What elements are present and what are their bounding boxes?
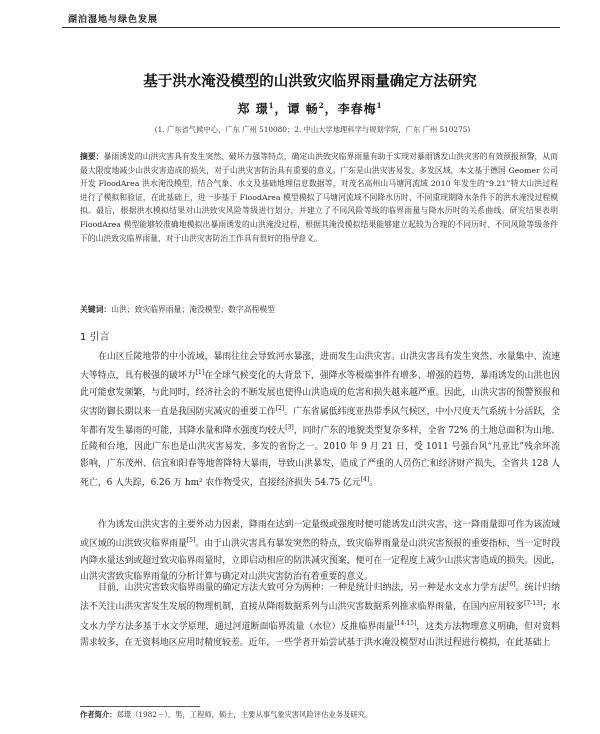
author-separator: ， xyxy=(324,102,338,116)
citation-ref[interactable]: [4] xyxy=(360,475,370,483)
body-paragraph xyxy=(80,577,560,651)
body-text-run: 在全球气候变化的大背景下，强降水等极端事件有增多、增强的趋势，暴雨诱发的山洪也因此可能愈发频繁，与此同时，经济社会的不断发展也使得山洪造成的危害和损失越来越严重。因此，山洪灾害的预警预报和灾害防御长期以来一直是我国防灾减灾的重要工作 xyxy=(80,371,561,417)
author-affil-mark: 1 xyxy=(268,101,275,110)
body-text-run: 作为诱发山洪灾害的主要外动力因素，降雨在达到一定量级或强度时便可能诱发山洪灾害，这一降雨量即可作为该流域或区域的山洪致灾临界雨量 xyxy=(80,520,560,550)
abstract-text: 暴雨诱发的山洪灾害具有发生突然、破坏力强等特点，确定山洪致灾临界雨量有助于实现对暴雨诱发山洪灾害的有效预报预警，从而最大限度地减少山洪灾害造成的损失，对于山洪灾害防治具有重要的意义。广东是山洪灾害易发、多发区域，本文基于德国 Geomer 公司开发 FloodArea 洪水淹没模型，结合气象、水文及基础地理信息数据等，对茂名高州山马塘河流域 2010 年发生的“9.21”特大山洪过程进行了模拟和验证，在此基础上，进一步基于 FloodArea 模型模拟了马塘河流域不同降水历时、不同重现期降水条件下的洪水淹没过程模拟。最后，根据洪水模拟结果对山洪致灾风险等级进行划分，并建立了不同风险等级的临界雨量与降水历时的关系曲线。研究结果表明 FloodArea 模型能够较准确地模拟出暴雨诱发的山洪淹没过程，根据其淹没模拟结果能够建立起较为合理的不同历时、不同风险等级条件下的山洪致灾临界雨量，对于山洪灾害防治工作具有很好的指导意义。 xyxy=(80,152,558,243)
abstract-label: 摘要： xyxy=(80,152,104,161)
citation-ref[interactable]: [14-15] xyxy=(394,619,417,627)
body-paragraph xyxy=(80,349,560,491)
affiliation: (1. 广东省气候中心，广东 广州 510080；2. 中山大学地理科学与规划学院，广东 广州 510275) xyxy=(154,125,471,134)
citation-ref[interactable]: [2] xyxy=(275,404,285,412)
footnote-text: 郑璟（1982－），男，工程师，硕士，主要从事气象灾害风险评估业务及研究。 xyxy=(116,710,373,719)
section-title: 引言 xyxy=(89,332,110,343)
section-heading xyxy=(80,328,110,343)
footnote-label: 作者简介： xyxy=(80,710,117,719)
body-text-run: 在山区丘陵地带的中小流域，暴雨往往会导致河水暴涨，进而发生山洪灾害。山洪灾害具有发生突然、水量集中、流速大等特点，具有极强的破坏力 xyxy=(80,352,560,382)
citation-ref[interactable]: [1] xyxy=(195,369,205,377)
author-name: 郑 璟 xyxy=(237,102,269,116)
keywords-text: 山洪；致灾临界雨量；淹没模型；数字高程模型 xyxy=(111,305,275,314)
paper-title: 基于洪水淹没模型的山洪致灾临界雨量确定方法研究 xyxy=(143,74,477,90)
body-text-run: 。统计归纳法不关注山洪灾害发生发展的物理机制，直接从降雨数据系列与山洪灾害数据系列推求临界雨量，在国内应用较多 xyxy=(80,582,561,613)
footnote xyxy=(80,710,560,720)
author-name: 谭 畅 xyxy=(287,102,319,116)
body-text-run: 。由于山洪灾害具有暴发突然的特点，致灾临界雨量是山洪灾害预报的重要指标，当一定时段内降水量达到或超过致灾临界雨量时，立即启动相应的防洪减灾预案，便可在一定程度上减少山洪灾害造成的损失。因此，山洪灾害致灾临界雨量的分析计算与确定对山洪灾害防治有着重要的意义。 xyxy=(80,539,561,582)
citation-ref[interactable]: [5] xyxy=(186,537,196,545)
header-rule xyxy=(62,27,560,28)
keywords-label: 关键词： xyxy=(80,305,112,314)
abstract xyxy=(80,150,558,245)
body-text-run: ；水文水力学方法多基于水文学原理，通过河道断面临界流量（水位）反推临界雨量 xyxy=(80,602,561,632)
citation-ref[interactable]: [6] xyxy=(507,581,516,588)
body-text-run: ，同时广东的地貌类型复杂多样，全省 72% 的土地总面积为山地、丘陵和台地，因此广东也是山洪灾害易发、多发的省份之一。2010 年 9 月 21 日，受 1011 号强台风“凡亚比”残余环流影响，广东茂州、信宜和阳春等地普降特大暴雨，导致山洪暴发，造成了严重的人员伤亡和经济财产损失，全省共 128 人死亡，6 人失踪，6.26 万 hm² 农作物受灾，直接经济损失 54.75 亿元 xyxy=(80,426,561,488)
author-affil-mark: 1 xyxy=(376,101,383,110)
body-text-run: 。 xyxy=(369,477,379,488)
footnote-rule xyxy=(80,706,200,707)
section-number: 1 xyxy=(80,332,87,343)
author-name: 李春梅 xyxy=(337,102,377,116)
body-text-run: 目前，山洪灾害致灾临界雨量的确定方法大致可分为两种：一种是统计归纳法，另一种是水文水力学方法 xyxy=(98,582,508,593)
author-list xyxy=(80,100,540,117)
citation-ref[interactable]: [7-13] xyxy=(524,600,543,608)
journal-header: 湖泊湿地与绿色发展 xyxy=(68,15,159,25)
body-paragraph xyxy=(80,517,560,585)
body-text-run: ，这类方法物理意义明确，但对资料需求较多，在无资料地区应用时精度较差。近年，一些学者开始尝试基于洪水淹没模型对山洪过程进行模拟，在此基础上 xyxy=(80,621,561,648)
author-separator: ， xyxy=(274,102,288,116)
keywords xyxy=(80,304,558,315)
citation-ref[interactable]: [3] xyxy=(285,424,294,432)
body-text-run: 。广东省属低纬度亚热带季风气候区，中小尺度天气系统十分活跃，全年都有发生暴雨的可能，其降水量和降水强度均较大 xyxy=(80,406,560,437)
author-affil-mark: 2 xyxy=(318,101,325,110)
